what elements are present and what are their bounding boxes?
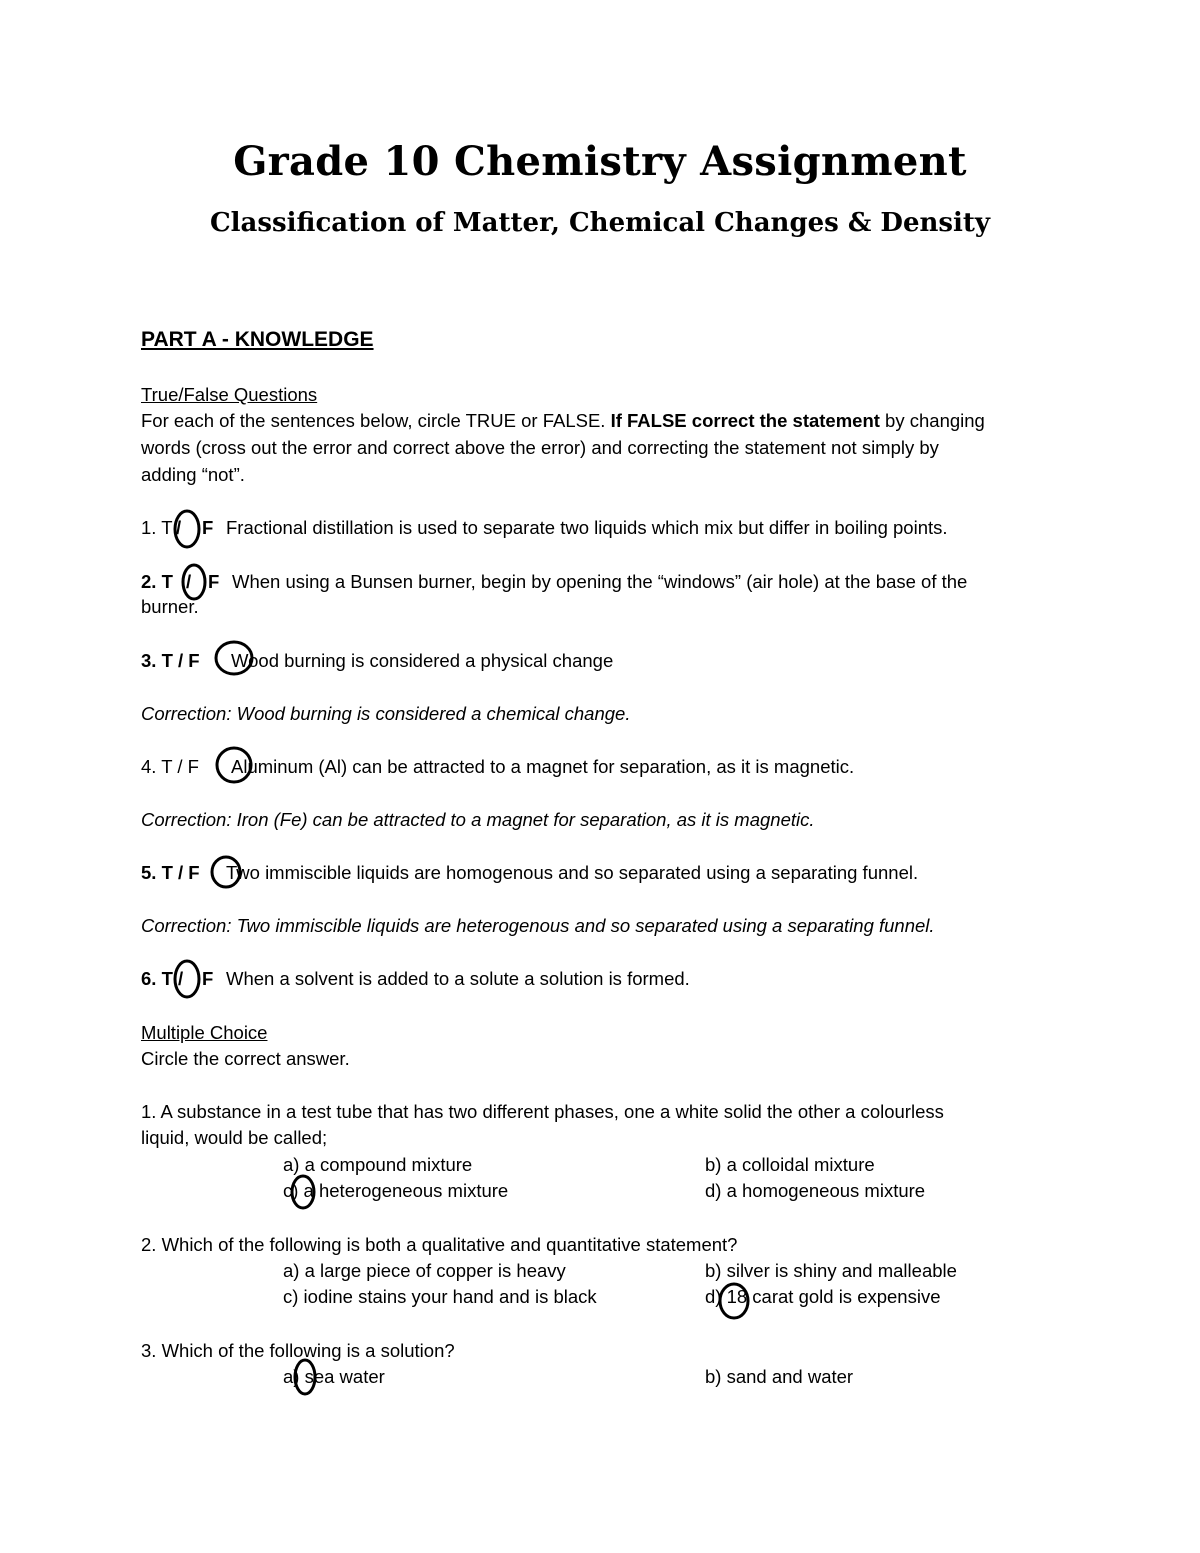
part-a-heading: PART A - KNOWLEDGE [141, 328, 374, 351]
page-subtitle: Classification of Matter, Chemical Changes & Density [209, 208, 991, 238]
mc-2-option-c: c) iodine stains your hand and is black [283, 1286, 597, 1307]
tf-5-num: 5. T / F [141, 862, 200, 883]
mc-1-option-b: b) a colloidal mixture [705, 1154, 875, 1175]
mc-2-option-a: a) a large piece of copper is heavy [283, 1260, 566, 1281]
mc-3-option-a: a) sea water [283, 1366, 385, 1387]
tf-instructions-line3: adding “not”. [141, 464, 245, 485]
mc-1-option-c: c) a heterogeneous mixture [283, 1180, 509, 1201]
tf-1-text: Fractional distillation is used to separate two liquids which mix but differ in boiling points. [226, 517, 948, 538]
tf-2-slash: / [186, 571, 192, 592]
tf-4-num: 4. T / F [141, 756, 199, 777]
mc-2-option-d: d) 18 carat gold is expensive [705, 1286, 941, 1307]
answer-circle-mark [716, 1280, 754, 1324]
mc-heading: Multiple Choice [141, 1022, 268, 1043]
tf-1-slash: / [176, 517, 182, 538]
answer-circle-mark [176, 561, 216, 605]
tf-instructions-line2: words (cross out the error and correct above the error) and correcting the statement not simply by [141, 437, 939, 458]
tf-6-text: When a solvent is added to a solute a solution is formed. [226, 968, 690, 989]
tf-6-false: F [202, 968, 214, 989]
answer-circle-mark [212, 638, 256, 678]
page-title: Grade 10 Chemistry Assignment [233, 138, 967, 185]
tf-2-text: When using a Bunsen burner, begin by opening the “windows” (air hole) at the base of the [232, 571, 968, 592]
answer-circle-mark [212, 744, 256, 786]
mc-question-3: 3. Which of the following is a solution? [141, 1340, 455, 1361]
tf-3-correction: Correction: Wood burning is considered a chemical change. [141, 703, 631, 724]
answer-circle-mark [168, 957, 208, 1001]
mc-question-1-cont: liquid, would be called; [141, 1127, 328, 1148]
tf-question-1: 1. T [141, 517, 173, 538]
tf-4-correction: Correction: Iron (Fe) can be attracted to a magnet for separation, as it is magnetic. [141, 809, 815, 830]
tf-5-text: Two immiscible liquids are homogenous and so separated using a separating funnel. [226, 862, 919, 883]
mc-2-option-b: b) silver is shiny and malleable [705, 1260, 957, 1281]
tf-4-text: Aluminum (Al) can be attracted to a magnet for separation, as it is magnetic. [231, 756, 855, 777]
tf-2-false: F [208, 571, 220, 592]
tf-3-text: Wood burning is considered a physical change [231, 650, 614, 671]
mc-1-option-a: a) a compound mixture [283, 1154, 473, 1175]
tf-3-num: 3. T / F [141, 650, 200, 671]
tf-5-correction: Correction: Two immiscible liquids are heterogenous and so separated using a separating funnel. [141, 915, 935, 936]
answer-circle-mark [286, 1172, 320, 1214]
tf-2-num: 2. T [141, 571, 173, 592]
tf-instructions-line1: For each of the sentences below, circle TRUE or FALSE. If FALSE correct the statement by changing [141, 410, 985, 431]
mc-3-option-b: b) sand and water [705, 1366, 854, 1387]
answer-circle-mark [290, 1356, 322, 1400]
tf-1-false: F [202, 517, 214, 538]
tf-6-slash: / [178, 968, 184, 989]
mc-instructions: Circle the correct answer. [141, 1048, 350, 1069]
tf-6-num: 6. T [141, 968, 173, 989]
mc-1-option-d: d) a homogeneous mixture [705, 1180, 926, 1201]
answer-circle-mark [206, 852, 246, 892]
true-false-heading: True/False Questions [141, 384, 318, 405]
tf-2-text-cont: burner. [141, 596, 199, 617]
answer-circle-mark [168, 507, 208, 551]
mc-question-1: 1. A substance in a test tube that has two different phases, one a white solid the other a colourless [141, 1101, 944, 1122]
mc-question-2: 2. Which of the following is both a qualitative and quantitative statement? [141, 1234, 738, 1255]
